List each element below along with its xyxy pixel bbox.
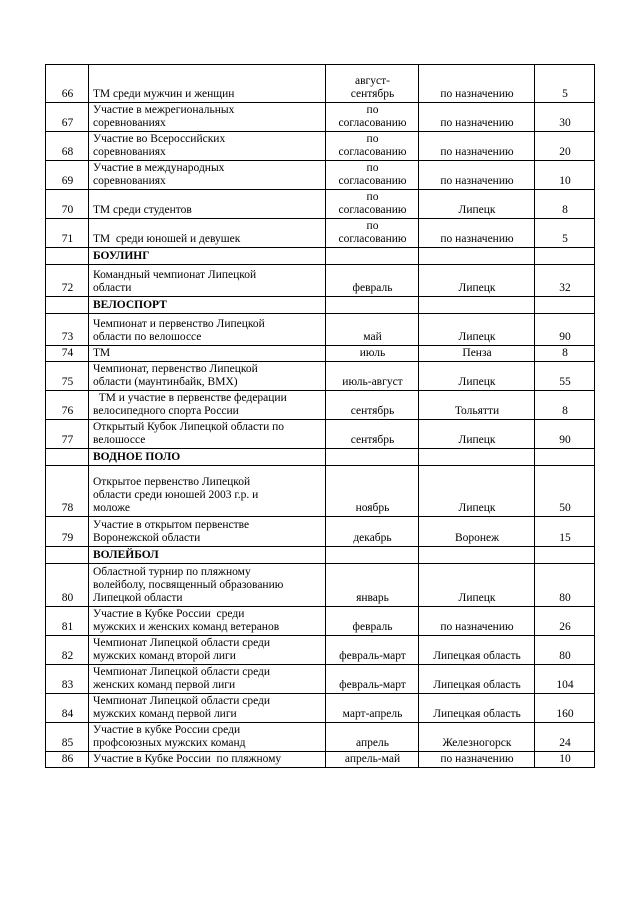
event-name-line: Участие в открытом первенстве: [93, 519, 250, 531]
row-number: 76: [46, 391, 89, 420]
event-name-line: волейболу, посвященный образованию: [93, 579, 284, 591]
event-date-line: февраль-март: [339, 650, 406, 662]
event-name-line: Воронежской области: [93, 532, 201, 544]
event-date: [326, 219, 419, 248]
event-date-line: по: [366, 220, 379, 232]
event-date-line: согласованию: [338, 117, 407, 129]
section-empty-cell: [419, 297, 535, 314]
event-name-line: Участие в международных: [93, 162, 225, 174]
event-date-line: март-апрель: [342, 708, 403, 720]
event-place: Воронеж: [419, 517, 535, 547]
event-date: [326, 362, 419, 391]
section-number-cell: [46, 547, 89, 564]
events-table-body: [46, 65, 595, 768]
event-name: [89, 517, 326, 547]
table-row: [46, 314, 595, 346]
table-row: [46, 65, 595, 103]
event-date: [326, 314, 419, 346]
event-name: [89, 723, 326, 752]
participant-count: 15: [535, 517, 595, 547]
event-place: Липецк: [419, 362, 535, 391]
event-place: Липецк: [419, 420, 535, 449]
event-name: [89, 161, 326, 190]
event-place: по назначению: [419, 132, 535, 161]
table-row: [46, 161, 595, 190]
event-date: [326, 391, 419, 420]
event-name-line: Открытый Кубок Липецкой области по: [93, 421, 285, 433]
event-place: по назначению: [419, 607, 535, 636]
event-date-line: июль-август: [342, 376, 403, 388]
event-date: [326, 420, 419, 449]
participant-count: 104: [535, 665, 595, 694]
section-number-cell: [46, 449, 89, 466]
section-title: ВОЛЕЙБОЛ: [89, 547, 326, 564]
event-place: Железногорск: [419, 723, 535, 752]
event-name-line: Чемпионат Липецкой области среди: [93, 666, 271, 678]
event-name-line: ТМ среди мужчин и женщин: [93, 88, 235, 100]
event-name-line: велосипедного спорта России: [93, 405, 239, 417]
event-date: [326, 665, 419, 694]
table-row: [46, 607, 595, 636]
event-name-line: Командный чемпионат Липецкой: [93, 269, 257, 281]
table-row: [46, 219, 595, 248]
event-name-line: Участие в Кубке России по пляжному: [93, 753, 282, 765]
event-date-line: сентябрь: [350, 88, 395, 100]
section-empty-cell: [326, 449, 419, 466]
event-place: по назначению: [419, 103, 535, 132]
event-name-line: Чемпионат и первенство Липецкой: [93, 318, 265, 330]
event-date-line: согласованию: [338, 204, 407, 216]
event-name-line: Чемпионат Липецкой области среди: [93, 637, 271, 649]
section-empty-cell: [535, 547, 595, 564]
table-row: [46, 694, 595, 723]
table-row: [46, 132, 595, 161]
row-number: 79: [46, 517, 89, 547]
section-row: [46, 547, 595, 564]
event-place: Пенза: [419, 346, 535, 362]
table-row: [46, 265, 595, 297]
event-name-line: Липецкой области: [93, 592, 183, 604]
event-date-line: по: [366, 162, 379, 174]
event-date-line: август-: [355, 75, 390, 87]
section-empty-cell: [535, 248, 595, 265]
event-name-line: мужских команд первой лиги: [93, 708, 237, 720]
event-place: Липецкая область: [419, 665, 535, 694]
section-row: [46, 248, 595, 265]
event-name: [89, 132, 326, 161]
event-name-line: мужских команд второй лиги: [93, 650, 236, 662]
event-name-line: ТМ: [93, 347, 111, 359]
section-empty-cell: [326, 547, 419, 564]
section-empty-cell: [535, 297, 595, 314]
event-place: Липецкая область: [419, 636, 535, 665]
participant-count: 80: [535, 564, 595, 607]
section-empty-cell: [326, 248, 419, 265]
table-row: [46, 362, 595, 391]
event-place: по назначению: [419, 219, 535, 248]
participant-count: 80: [535, 636, 595, 665]
event-date: [326, 466, 419, 517]
event-name: [89, 694, 326, 723]
event-place: Тольятти: [419, 391, 535, 420]
row-number: 75: [46, 362, 89, 391]
event-name: [89, 219, 326, 248]
event-name-line: мужских и женских команд ветеранов: [93, 621, 280, 633]
table-row: [46, 665, 595, 694]
row-number: 66: [46, 65, 89, 103]
event-date-line: февраль: [352, 282, 393, 294]
event-date-line: январь: [356, 592, 389, 604]
event-date-line: июль: [359, 347, 386, 359]
event-place: Липецкая область: [419, 694, 535, 723]
event-name: [89, 607, 326, 636]
row-number: 86: [46, 752, 89, 768]
participant-count: 24: [535, 723, 595, 752]
event-date: [326, 694, 419, 723]
event-name: [89, 265, 326, 297]
event-place: Липецк: [419, 265, 535, 297]
participant-count: 10: [535, 161, 595, 190]
table-row: [46, 466, 595, 517]
event-place: по назначению: [419, 752, 535, 768]
event-name: [89, 636, 326, 665]
event-date: [326, 265, 419, 297]
event-name-line: соревнованиях: [93, 175, 166, 187]
event-date: [326, 103, 419, 132]
row-number: 74: [46, 346, 89, 362]
table-row: [46, 103, 595, 132]
participant-count: 5: [535, 219, 595, 248]
row-number: 85: [46, 723, 89, 752]
event-name-line: Участие в Кубке России среди: [93, 608, 245, 620]
event-date: [326, 517, 419, 547]
table-row: [46, 420, 595, 449]
section-row: [46, 297, 595, 314]
participant-count: 5: [535, 65, 595, 103]
event-name: [89, 752, 326, 768]
participant-count: 20: [535, 132, 595, 161]
table-row: [46, 517, 595, 547]
section-empty-cell: [419, 248, 535, 265]
table-row: [46, 346, 595, 362]
row-number: 72: [46, 265, 89, 297]
participant-count: 90: [535, 420, 595, 449]
section-empty-cell: [419, 449, 535, 466]
section-row: [46, 449, 595, 466]
row-number: 73: [46, 314, 89, 346]
row-number: 71: [46, 219, 89, 248]
event-name: [89, 103, 326, 132]
section-empty-cell: [419, 547, 535, 564]
section-title: ВОДНОЕ ПОЛО: [89, 449, 326, 466]
event-date-line: февраль-март: [339, 679, 406, 691]
event-date: [326, 132, 419, 161]
event-date: [326, 723, 419, 752]
event-date-line: ноябрь: [355, 502, 390, 514]
event-place: Липецк: [419, 190, 535, 219]
participant-count: 160: [535, 694, 595, 723]
table-row: [46, 190, 595, 219]
event-date-line: май: [363, 331, 382, 343]
event-date: [326, 564, 419, 607]
event-date: [326, 607, 419, 636]
section-title: БОУЛИНГ: [89, 248, 326, 265]
event-place: по назначению: [419, 65, 535, 103]
event-name: [89, 314, 326, 346]
event-date-line: декабрь: [353, 532, 392, 544]
event-date-line: по: [366, 104, 379, 116]
row-number: 70: [46, 190, 89, 219]
event-name-line: Участие в кубке России среди: [93, 724, 241, 736]
row-number: 69: [46, 161, 89, 190]
section-empty-cell: [326, 297, 419, 314]
participant-count: 50: [535, 466, 595, 517]
participant-count: 55: [535, 362, 595, 391]
event-date-line: апрель-май: [344, 753, 401, 765]
row-number: 78: [46, 466, 89, 517]
participant-count: 8: [535, 346, 595, 362]
participant-count: 26: [535, 607, 595, 636]
event-date-line: согласованию: [338, 146, 407, 158]
event-name-line: Чемпионат Липецкой области среди: [93, 695, 271, 707]
event-date: [326, 190, 419, 219]
event-name-line: области среди юношей 2003 г.р. и: [93, 489, 259, 501]
participant-count: 8: [535, 391, 595, 420]
table-row: [46, 391, 595, 420]
event-name-line: ТМ и участие в первенстве федерации: [93, 392, 287, 404]
event-name-line: Открытое первенство Липецкой: [93, 476, 251, 488]
event-name-line: Участие в межрегиональных: [93, 104, 235, 116]
event-name-line: области: [93, 282, 132, 294]
event-name-line: Областной турнир по пляжному: [93, 566, 251, 578]
event-place: Липецк: [419, 564, 535, 607]
event-name-line: женских команд первой лиги: [93, 679, 236, 691]
event-date: [326, 346, 419, 362]
event-name-line: Участие во Всероссийских: [93, 133, 226, 145]
event-place: Липецк: [419, 314, 535, 346]
row-number: 81: [46, 607, 89, 636]
event-name-line: области по велошоссе: [93, 331, 202, 343]
row-number: 84: [46, 694, 89, 723]
participant-count: 90: [535, 314, 595, 346]
event-date-line: сентябрь: [350, 434, 395, 446]
table-row: [46, 564, 595, 607]
event-date: [326, 161, 419, 190]
row-number: 82: [46, 636, 89, 665]
event-name-line: соревнованиях: [93, 117, 166, 129]
table-row: [46, 723, 595, 752]
row-number: 68: [46, 132, 89, 161]
event-name-line: моложе: [93, 502, 130, 514]
event-date-line: сентябрь: [350, 405, 395, 417]
table-row: [46, 636, 595, 665]
table-row: [46, 752, 595, 768]
event-date-line: согласованию: [338, 175, 407, 187]
event-date-line: согласованию: [338, 233, 407, 245]
event-date: [326, 65, 419, 103]
event-name: [89, 420, 326, 449]
section-number-cell: [46, 297, 89, 314]
event-name-line: ТМ среди юношей и девушек: [93, 233, 241, 245]
event-place: по назначению: [419, 161, 535, 190]
participant-count: 32: [535, 265, 595, 297]
event-name-line: ТМ среди студентов: [93, 204, 192, 216]
event-name: [89, 564, 326, 607]
event-date-line: апрель: [356, 737, 389, 749]
event-date-line: по: [366, 191, 379, 203]
participant-count: 10: [535, 752, 595, 768]
section-title: ВЕЛОСПОРТ: [89, 297, 326, 314]
event-name-line: велошоссе: [93, 434, 146, 446]
row-number: 77: [46, 420, 89, 449]
row-number: 83: [46, 665, 89, 694]
event-date: [326, 752, 419, 768]
section-empty-cell: [535, 449, 595, 466]
event-date-line: по: [366, 133, 379, 145]
event-date-line: февраль: [352, 621, 393, 633]
event-place: Липецк: [419, 466, 535, 517]
event-name: [89, 391, 326, 420]
event-name-line: соревнованиях: [93, 146, 166, 158]
event-date: [326, 636, 419, 665]
participant-count: 8: [535, 190, 595, 219]
event-name: [89, 466, 326, 517]
event-name: [89, 362, 326, 391]
event-name: [89, 65, 326, 103]
event-name: [89, 190, 326, 219]
event-name-line: профсоюзных мужских команд: [93, 737, 246, 749]
row-number: 67: [46, 103, 89, 132]
row-number: 80: [46, 564, 89, 607]
participant-count: 30: [535, 103, 595, 132]
event-name: [89, 346, 326, 362]
event-name-line: Чемпионат, первенство Липецкой: [93, 363, 258, 375]
events-table: [45, 64, 595, 768]
section-number-cell: [46, 248, 89, 265]
event-name-line: области (маунтинбайк, BMX): [93, 376, 238, 388]
event-name: [89, 665, 326, 694]
